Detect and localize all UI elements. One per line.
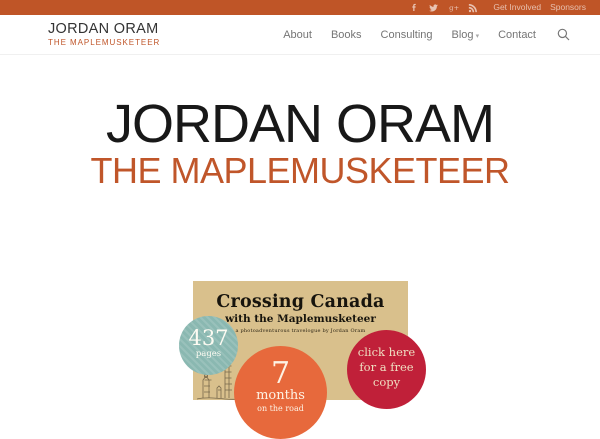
topbar-link-sponsors[interactable]: Sponsors: [550, 2, 586, 12]
nav-item-consulting[interactable]: Consulting: [380, 28, 433, 41]
chevron-down-icon: ▾: [475, 32, 480, 40]
site-header: [0, 15, 600, 55]
twitter-icon[interactable]: [428, 3, 439, 13]
free-copy-line1: click here: [357, 345, 416, 359]
badge-months: [234, 346, 327, 439]
logo-subtitle: THE MAPLEMUSKETEER: [48, 37, 161, 47]
book-byline: a photoadventurous travelogue by Jordan Oram: [235, 328, 366, 334]
site-logo[interactable]: [48, 22, 160, 47]
badge-pages: [179, 316, 238, 375]
nav-item-contact[interactable]: Contact: [498, 28, 536, 41]
social-links: [410, 3, 478, 13]
hero-title: JORDAN ORAM: [105, 94, 494, 154]
rss-icon[interactable]: [468, 3, 478, 13]
facebook-icon[interactable]: [410, 3, 419, 13]
nav-item-books[interactable]: Books: [330, 28, 362, 41]
free-copy-line3: copy: [372, 374, 401, 389]
google-plus-icon[interactable]: [448, 3, 459, 13]
free-copy-line2: for a free: [359, 359, 414, 374]
hero-section: [0, 55, 600, 192]
nav-item-blog[interactable]: [452, 29, 480, 41]
badge-months-label: months: [256, 388, 305, 403]
book-title: Crossing Canada: [216, 292, 385, 312]
badge-pages-value: 437: [188, 326, 229, 350]
nav-item-blog-label: Blog: [451, 28, 474, 41]
nav-item-about[interactable]: About: [283, 28, 312, 41]
search-icon[interactable]: [557, 28, 570, 41]
main-nav: [283, 28, 570, 41]
badge-months-sublabel: on the road: [257, 404, 304, 414]
book-subtitle: with the Maplemusketeer: [225, 313, 376, 325]
hero-subtitle: THE MAPLEMUSKETEER: [90, 150, 510, 192]
free-copy-button[interactable]: [347, 330, 426, 409]
badge-months-value: 7: [270, 356, 291, 391]
logo-title: JORDAN ORAM: [48, 21, 159, 38]
topbar: [0, 0, 600, 15]
google-plus-glyph: g+: [449, 3, 460, 12]
topbar-link-get-involved[interactable]: Get Involved: [493, 2, 542, 12]
badge-pages-label: pages: [195, 349, 222, 359]
